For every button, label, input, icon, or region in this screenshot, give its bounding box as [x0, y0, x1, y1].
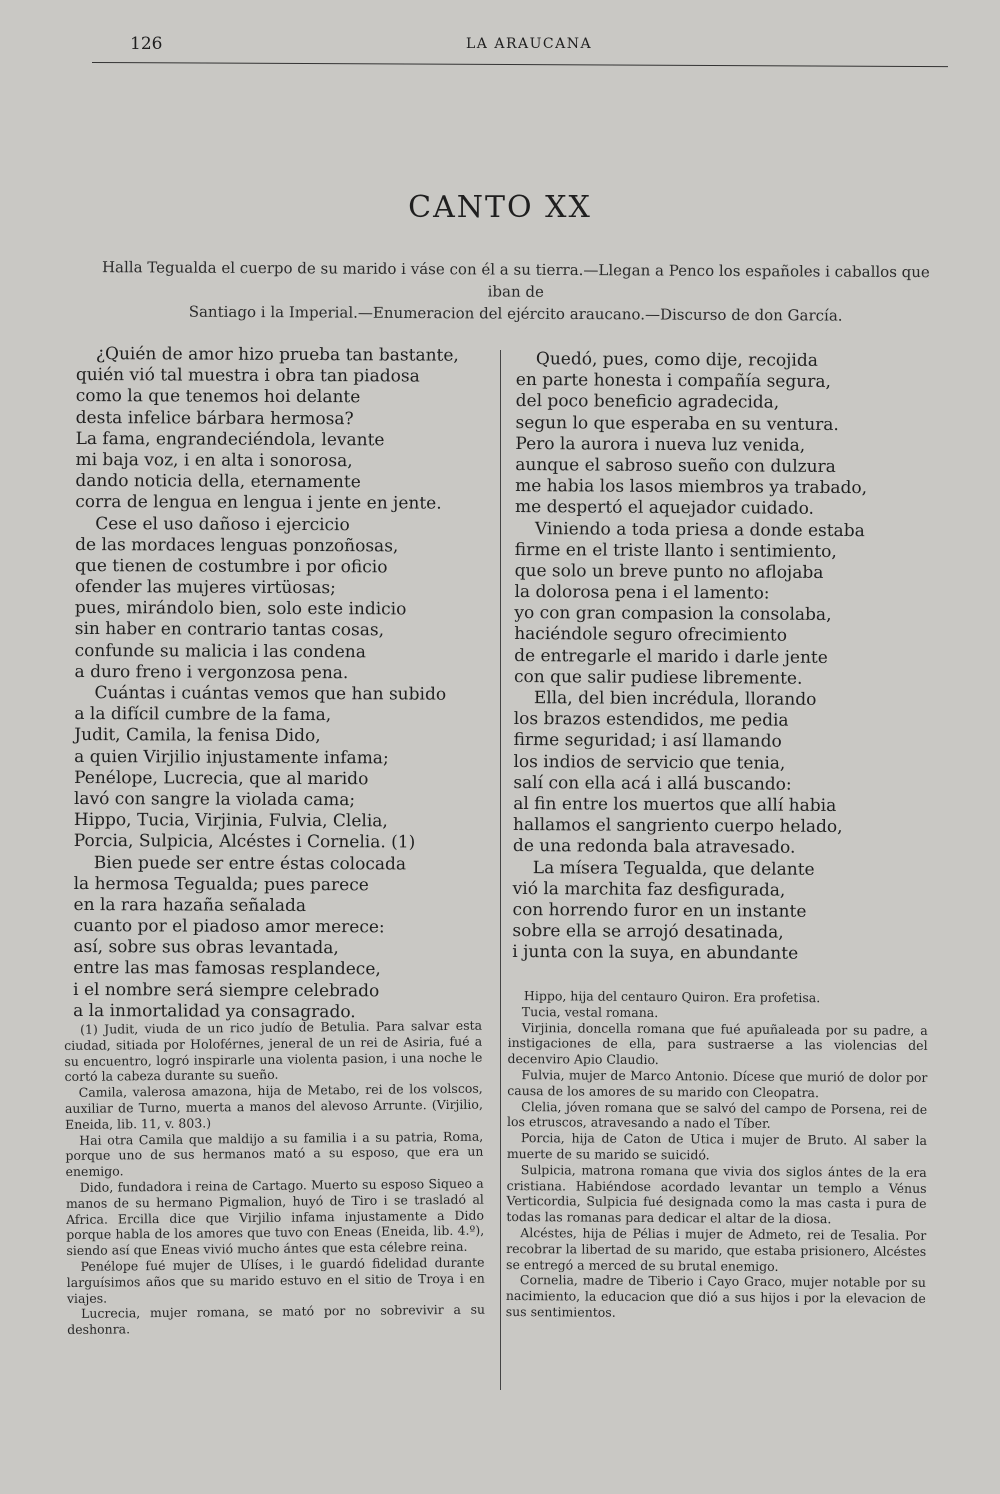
verse-line: de las mordaces lenguas ponzoñosas, — [75, 534, 399, 557]
verse-line: dando noticia della, eternamente — [75, 471, 361, 493]
verse-line: Pero la aurora i nueva luz venida, — [515, 433, 806, 456]
verse-line: me habia los lasos miembros ya trabado, — [515, 476, 868, 499]
verse-line: salí con ella acá i allá buscando: — [513, 772, 792, 795]
verse-line: vió la marchita faz desfigurada, — [512, 878, 786, 901]
verse-line: entre las mas famosas resplandece, — [73, 958, 381, 980]
verse-line: a la inmortalidad ya consagrado. — [73, 1000, 356, 1023]
footnote-paragraph: Cornelia, madre de Tiberio i Cayo Graco, mujer notable por su nacimiento, la educacion que dió a sus hijos i por la elevacion de sus sentimientos. — [505, 1272, 927, 1320]
verse-line: corra de lengua en lengua i jente en jente. — [75, 492, 442, 514]
verse-line: de una redonda bala atravesado. — [512, 836, 796, 859]
verse-line: mi baja voz, i en alta i sonorosa, — [75, 449, 353, 472]
page-header — [0, 34, 1000, 64]
footnotes-right — [506, 988, 928, 1323]
verse-line: quién vió tal muestra i obra tan piadosa — [75, 365, 420, 387]
verse-line: Judit, Camila, la fenisa Dido, — [74, 725, 321, 747]
canto-summary — [84, 256, 948, 327]
footnote-paragraph: Sulpicia, matrona romana que vivia dos siglos ántes de la era cristiana. Habiéndose acordado levantar un templo a Vénus Verticordia, Sulpicia fué designada como la mas casta i pura de todas las romanas para dedicar el altar de la diosa. — [506, 1161, 927, 1227]
verse-line: hallamos el sangriento cuerpo helado, — [513, 815, 843, 838]
verse-line: de entregarle el marido i darle jente — [514, 645, 828, 668]
verse-column-left — [73, 344, 459, 1024]
verse-line: desta infelice bárbara hermosa? — [75, 407, 354, 429]
footnote-paragraph: Clelia, jóven romana que se salvó del campo de Porsena, rei de los etruscos, atravesando a nado el Tíber. — [507, 1098, 928, 1132]
verse-line: en la rara hazaña señalada — [73, 894, 307, 916]
footnote-paragraph: Hai otra Camila que maldijo a su familia i a su patria, Roma, porque uno de sus hermanos mató a su esposo, que era un enemigo. — [65, 1128, 484, 1180]
verse-line: al fin entre los muertos que allí habia — [513, 793, 837, 816]
footnote-paragraph: Lucrecia, mujer romana, se mató por no sobrevivir a su deshonra. — [67, 1301, 486, 1338]
footnote-paragraph: Alcéstes, hija de Pélias i mujer de Admeto, rei de Tesalia. Por recobrar la libertad de su marido, que estaba prisionero, Alcéstes se entregó a merced de su brutal enemigo. — [506, 1225, 927, 1274]
footnotes-left — [64, 1018, 485, 1338]
verse-line: Viniendo a toda priesa a donde estaba — [534, 518, 865, 541]
verse-line: lavó con sangre la violada cama; — [73, 788, 356, 811]
footnote-paragraph: Dido, fundadora i reina de Cartago. Muerto su esposo Siqueo a manos de su hermano Pigmalion, huyó de Tiro i se trasladó al Africa. Ercilla dice que Virjilio infama injustamente a Dido porque habla de los amores que tuvo con Eneas (Eneida, lib. 4.º), siendo así que Eneas vivió mucho ántes que esta célebre reina. — [65, 1175, 485, 1259]
footnote-paragraph: Penélope fué mujer de Ulíses, i le guardó fidelidad durante larguísimos años que su marido estuvo en el sitio de Troya i en viajes. — [66, 1254, 485, 1306]
verse-line: a quien Virjilio injustamente infama; — [74, 746, 389, 768]
verse-line: sobre ella se arrojó desatinada, — [512, 921, 784, 943]
verse-line: los indios de servicio que tenia, — [513, 751, 786, 774]
verse-line: a duro freno i vergonzosa pena. — [74, 661, 349, 684]
verse-line: haciéndole seguro ofrecimiento — [514, 624, 788, 647]
verse-line: Bien puede ser entre éstas colocada — [93, 852, 407, 874]
footnote-paragraph: Porcia, hija de Caton de Utica i mujer de Bruto. Al saber la muerte de su marido se suicidó. — [506, 1130, 927, 1163]
page-number: 126 — [130, 34, 163, 54]
summary-line: Santiago i la Imperial.—Enumeracion del ejército araucano.—Discurso de don García. — [188, 302, 843, 325]
running-title: LA ARAUCANA — [466, 36, 593, 52]
verse-line: me despertó el aquejador cuidado. — [514, 497, 815, 520]
verse-line: Porcia, Sulpicia, Alcéstes i Cornelia. (1) — [73, 831, 416, 853]
verse-line: Penélope, Lucrecia, que al marido — [74, 767, 369, 790]
footnote-paragraph: Camila, valerosa amazona, hija de Metabo, rei de los volscos, auxiliar de Turno, muerta a manos del alevoso Arrunte. (Virjilio, Eneida, lib. 11, v. 803.) — [64, 1080, 483, 1132]
footnote-paragraph: Virjinia, doncella romana que fué apuñaleada por su padre, a instigaciones de ella, para sustraerse a las violencias del decenviro Apio Claudio. — [507, 1019, 928, 1068]
verse-line: la hermosa Tegualda; pues parece — [73, 873, 369, 895]
footnote-paragraph: (1) Judit, viuda de un rico judío de Betulia. Para salvar esta ciudad, sitiada por Holoférnes, jeneral de un rei de Asiria, fué a su encuentro, logró inspirarle una violenta pasion, i una noche le cortó la cabeza durante su sueño. — [64, 1017, 483, 1085]
verse-line: Ella, del bien incrédula, llorando — [533, 688, 817, 710]
verse-line: i el nombre será siempre celebrado — [73, 979, 380, 1001]
verse-column-right — [512, 349, 868, 966]
verse-line: ¿Quién de amor hizo prueba tan bastante, — [95, 344, 459, 366]
verse-line: ofender las mujeres virtüosas; — [74, 577, 336, 599]
footnote-paragraph: Fulvia, mujer de Marco Antonio. Dícese que murió de dolor por causa de los amores de su marido con Cleopatra. — [507, 1067, 928, 1100]
verse-line: firme seguridad; i así llamando — [513, 730, 782, 753]
verse-line: la dolorosa pena i el lamento: — [514, 582, 770, 604]
verse-line: firme en el triste llanto i sentimiento, — [514, 539, 837, 562]
verse-line: aunque el sabroso sueño con dulzura — [515, 454, 836, 477]
verse-line: pues, mirándolo bien, solo este indicio — [74, 598, 407, 620]
verse-line: La mísera Tegualda, que delante — [532, 857, 815, 880]
verse-line: así, sobre sus obras levantada, — [73, 937, 339, 959]
verse-line: segun lo que esperaba en su ventura. — [515, 412, 839, 435]
verse-line: cuanto por el piadoso amor merece: — [73, 916, 385, 938]
verse-line: La fama, engrandeciéndola, levante — [75, 428, 385, 451]
verse-line: con horrendo furor en un instante — [512, 899, 807, 922]
footnote-paragraph: Hippo, hija del centauro Quiron. Era profetisa. — [523, 988, 821, 1006]
summary-line: Halla Tegualda el cuerpo de su marido i váse con él a su tierra.—Llegan a Penco los españoles i caballos que iban de — [101, 258, 930, 301]
verse-line: i junta con la suya, en abundante — [512, 942, 799, 964]
canto-title: CANTO XX — [408, 190, 592, 225]
verse-line: Quedó, pues, como dije, recojida — [535, 349, 818, 371]
verse-line: que solo un breve punto no aflojaba — [514, 560, 824, 583]
verse-line: yo con gran compasion la consolaba, — [514, 603, 832, 626]
verse-line: confunde su malicia i las condena — [74, 640, 366, 662]
verse-line: en parte honesta i compañía segura, — [515, 370, 831, 393]
verse-line: con que salir pudiese libremente. — [513, 666, 803, 689]
verse-line: Cuántas i cuántas vemos que han subido — [94, 683, 447, 705]
verse-line: que tienen de costumbre i por oficio — [74, 555, 388, 578]
verse-line: los brazos estendidos, me pedia — [513, 709, 789, 731]
column-divider — [500, 350, 501, 1390]
verse-line: a la difícil cumbre de la fama, — [74, 704, 332, 726]
verse-line: del poco beneficio agradecida, — [515, 391, 780, 413]
verse-line: Cese el uso dañoso i ejercicio — [95, 513, 350, 535]
verse-line: como la que tenemos hoi delante — [75, 386, 361, 408]
verse-line: sin haber en contrario tantas cosas, — [74, 619, 385, 641]
verse-line: Hippo, Tucia, Virjinia, Fulvia, Clelia, — [73, 810, 388, 832]
footnote-paragraph: Tucia, vestal romana. — [521, 1003, 659, 1020]
